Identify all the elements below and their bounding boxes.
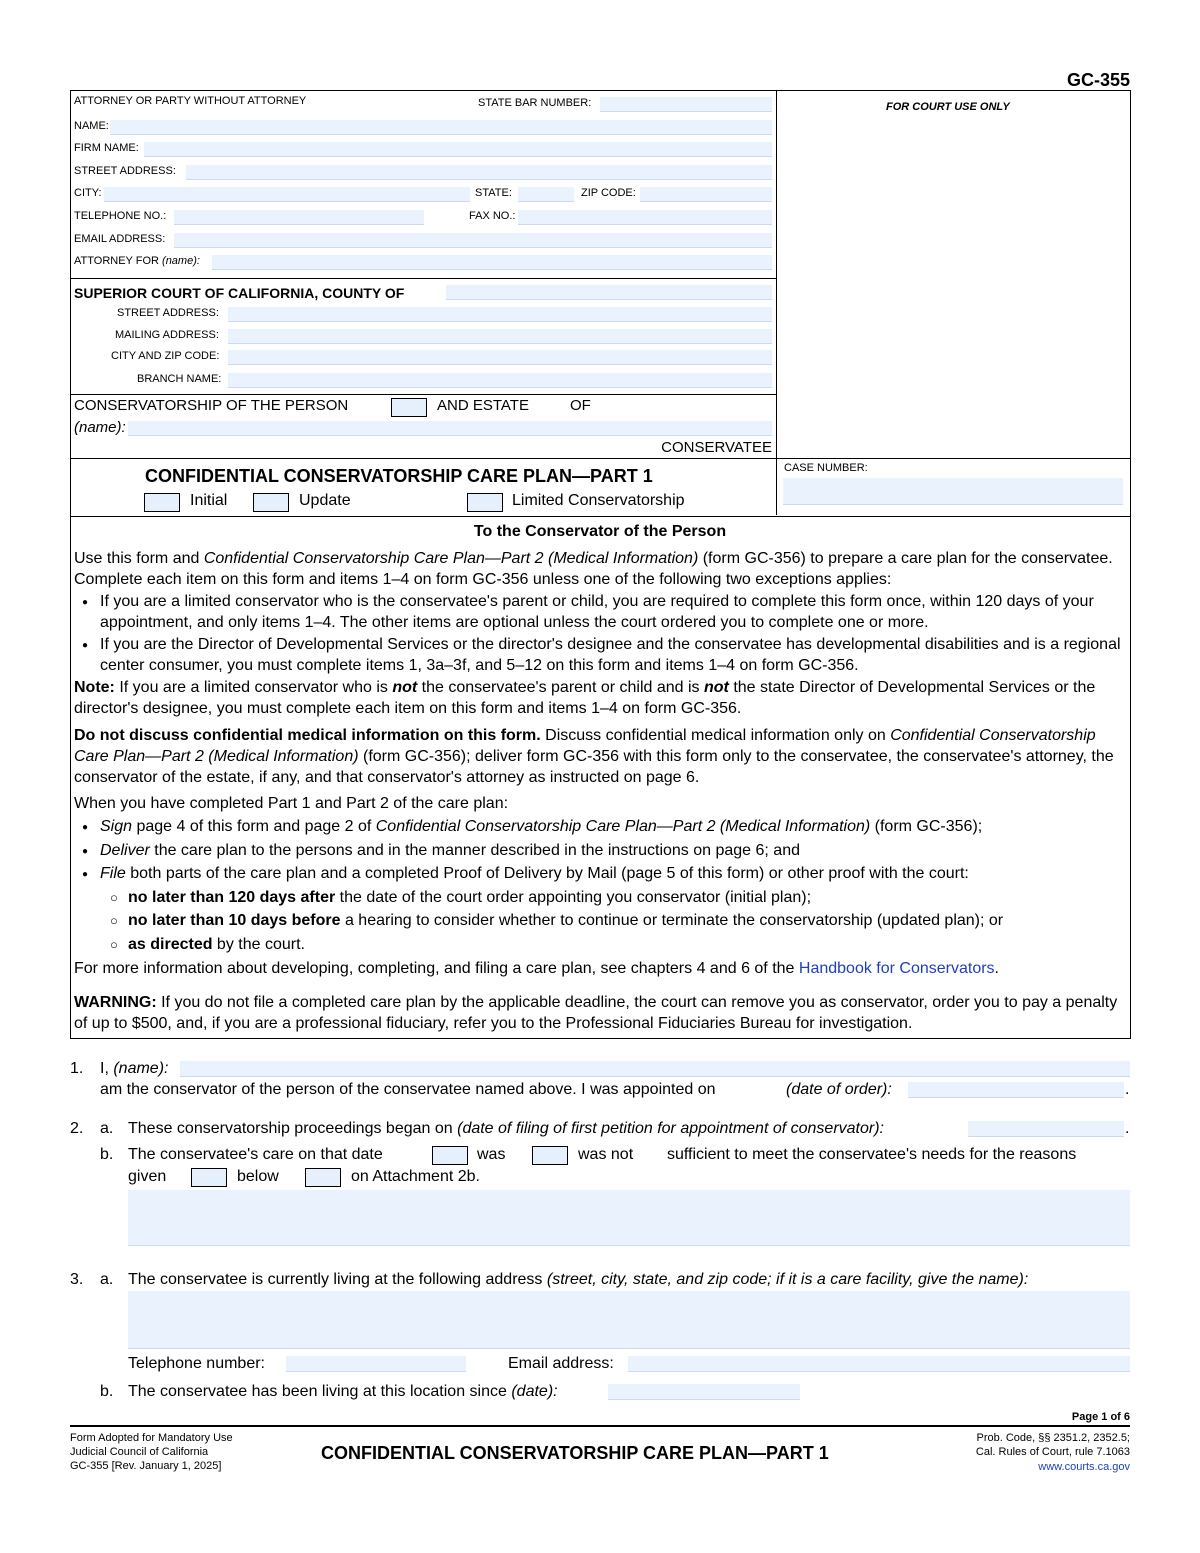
exception-bullet-1: ● If you are a limited conservator who is the conservatee's parent or child, you are required to complete this form once, within 120 days of your appointment, and only items 1–4. The other items are optional unless the court ordered you to complete one or more. — [100, 591, 1125, 633]
form-number: GC-355 — [1066, 70, 1130, 90]
tel-field[interactable] — [174, 210, 424, 225]
conservator-name-field[interactable] — [180, 1061, 1130, 1077]
city-field[interactable] — [104, 187, 470, 202]
initial-label: Initial — [190, 492, 228, 509]
was-not-label: was not — [578, 1146, 634, 1163]
court-title: SUPERIOR COURT OF CALIFORNIA, COUNTY OF — [74, 285, 405, 301]
item-3b-letter: b. — [100, 1383, 114, 1400]
court-branch-field[interactable] — [228, 373, 772, 388]
when-completed-text: When you have completed Part 1 and Part 2 of the care plan: — [74, 795, 509, 812]
tel-label: TELEPHONE NO.: — [74, 210, 167, 222]
item-2a-letter: a. — [100, 1120, 114, 1137]
was-not-checkbox[interactable] — [532, 1146, 568, 1165]
item-2b-text: The conservatee's care on that date — [128, 1146, 383, 1163]
deadline-item-3: ○ as directed by the court. — [128, 934, 1128, 955]
firm-label: FIRM NAME: — [74, 142, 139, 154]
telephone-field[interactable] — [286, 1356, 466, 1372]
court-street-label: STREET ADDRESS: — [117, 307, 219, 319]
deadline-item-1: ○ no later than 120 days after the date of the court order appointing you conservator (initial plan); — [128, 887, 1128, 908]
street-label: STREET ADDRESS: — [74, 165, 176, 177]
sign-bullet: ● Sign page 4 of this form and page 2 of Confidential Conservatorship Care Plan—Part 2 (Medical Information) (form GC-356); — [100, 816, 1125, 837]
attorney-label: ATTORNEY OR PARTY WITHOUT ATTORNEY — [74, 95, 307, 107]
given-text: given — [128, 1168, 167, 1185]
deliver-bullet: ● Deliver the care plan to the persons and in the manner described in the instructions on page 6; and — [100, 840, 1125, 861]
item-1-appointed-text: am the conservator of the person of the conservatee named above. I was appointed on — [100, 1081, 716, 1098]
county-field[interactable] — [446, 285, 772, 300]
name-label: NAME: — [74, 120, 109, 132]
limited-label: Limited Conservatorship — [512, 492, 685, 509]
item-3-number: 3. — [70, 1271, 84, 1288]
attorney-for-label: ATTORNEY FOR (name): — [74, 255, 200, 267]
footer-title: CONFIDENTIAL CONSERVATORSHIP CARE PLAN—PART 1 — [321, 1443, 829, 1463]
court-mailing-field[interactable] — [228, 329, 772, 344]
instructions-intro: Use this form and Confidential Conservatorship Care Plan—Part 2 (Medical Information) (form GC-356) to prepare a care plan for the conservatee. Complete each item on this form and items 1–4 on form GC-356 unless one of the following two exceptions applies: — [74, 550, 1113, 588]
fax-label: FAX NO.: — [469, 210, 516, 222]
living-since-field[interactable] — [608, 1384, 800, 1400]
file-bullet: ● File both parts of the care plan and a completed Proof of Delivery by Mail (page 5 of this form) or other proof with the court: — [100, 863, 1125, 884]
item-2-number: 2. — [70, 1120, 84, 1137]
email-address-field[interactable] — [628, 1356, 1130, 1372]
below-checkbox[interactable] — [191, 1168, 227, 1187]
street-field[interactable] — [186, 165, 772, 180]
below-label: below — [237, 1168, 279, 1185]
attorney-for-field[interactable] — [212, 255, 772, 270]
item-2a-period: . — [1125, 1120, 1130, 1137]
court-city-label: CITY AND ZIP CODE: — [111, 350, 220, 362]
item-3b-text: The conservatee has been living at this location since (date): — [128, 1383, 558, 1400]
exception-bullet-2: ● If you are the Director of Developmental Services or the director's designee and the conservatee has developmental disabilities and is a regional center consumer, you must complete items 1, 3a–3f, and 5–12 on this form and items 1–4 on form GC-356. — [100, 634, 1125, 676]
and-estate-checkbox[interactable] — [391, 398, 427, 417]
handbook-link[interactable]: Handbook for Conservators — [798, 960, 995, 977]
email-address-label: Email address: — [508, 1355, 614, 1372]
attachment-checkbox[interactable] — [305, 1168, 341, 1187]
limited-checkbox[interactable] — [467, 493, 503, 512]
footer-adopted-3: GC-355 [Rev. January 1, 2025] — [70, 1460, 222, 1472]
was-label: was — [477, 1146, 506, 1163]
page-number: Page 1 of 6 — [1071, 1411, 1130, 1423]
date-of-order-label: (date of order): — [786, 1081, 892, 1098]
plan-title: CONFIDENTIAL CONSERVATORSHIP CARE PLAN—PART 1 — [145, 466, 653, 486]
footer-rule — [70, 1425, 1130, 1427]
court-mailing-label: MAILING ADDRESS: — [115, 329, 219, 341]
initial-checkbox[interactable] — [144, 493, 180, 512]
update-label: Update — [299, 492, 351, 509]
footer-adopted-2: Judicial Council of California — [70, 1446, 209, 1458]
date-of-order-field[interactable] — [908, 1082, 1124, 1098]
do-not-discuss-paragraph: Do not discuss confidential medical information on this form. Discuss confidential medical information only on Confidential Conservatorship Care Plan—Part 2 (Medical Information) (form GC-356); deliver form GC-356 with this form only to the conservatee, the conservatee's attorney, the conservator of the estate, if any, and that conservator's attorney as instructed on page 6. — [74, 727, 1114, 786]
sufficient-text: sufficient to meet the conservatee's needs for the reasons — [667, 1146, 1077, 1163]
state-bar-label: STATE BAR NUMBER: — [478, 97, 592, 109]
conservatee-name-label: (name): — [74, 419, 126, 436]
attachment-label: on Attachment 2b. — [351, 1168, 480, 1185]
conservatee-label: CONSERVATEE — [661, 439, 772, 456]
zip-field[interactable] — [640, 187, 772, 202]
email-field[interactable] — [174, 233, 772, 248]
reasons-textarea[interactable] — [128, 1190, 1130, 1246]
case-number-field[interactable] — [783, 478, 1123, 505]
footer-code-2: Cal. Rules of Court, rule 7.1063 — [975, 1446, 1130, 1458]
of-label: OF — [570, 397, 591, 414]
court-street-field[interactable] — [228, 307, 772, 322]
state-bar-field[interactable] — [600, 97, 772, 112]
footer-adopted-1: Form Adopted for Mandatory Use — [70, 1432, 233, 1444]
zip-label: ZIP CODE: — [581, 187, 636, 199]
more-info-paragraph: For more information about developing, completing, and filing a care plan, see chapters 4 and 6 of the Handbook for Conservators. — [74, 960, 999, 977]
item-1-text: I, (name): — [100, 1060, 169, 1077]
instructions-heading: To the Conservator of the Person — [473, 523, 727, 540]
header-divider — [776, 90, 777, 515]
state-field[interactable] — [518, 187, 574, 202]
was-checkbox[interactable] — [432, 1146, 468, 1165]
court-city-field[interactable] — [228, 350, 772, 365]
item-1-number: 1. — [70, 1060, 84, 1077]
and-estate-label: AND ESTATE — [437, 397, 529, 414]
email-label: EMAIL ADDRESS: — [74, 233, 166, 245]
name-field[interactable] — [110, 120, 772, 135]
state-label: STATE: — [475, 187, 512, 199]
conservatee-name-field[interactable] — [128, 421, 772, 436]
conservatorship-label: CONSERVATORSHIP OF THE PERSON — [74, 397, 349, 414]
item-2b-letter: b. — [100, 1146, 114, 1163]
petition-date-field[interactable] — [968, 1121, 1124, 1137]
court-branch-label: BRANCH NAME: — [137, 373, 222, 385]
city-label: CITY: — [74, 187, 102, 199]
case-number-label: CASE NUMBER: — [784, 462, 868, 474]
footer-code-1: Prob. Code, §§ 2351.2, 2352.5; — [976, 1432, 1130, 1444]
item-1-period: . — [1125, 1081, 1130, 1098]
address-textarea[interactable] — [128, 1291, 1130, 1349]
item-3a-text: The conservatee is currently living at the following address (street, city, state, and zip code; if it is a care facility, give the name): — [128, 1271, 1029, 1288]
item-2a-text: These conservatorship proceedings began on (date of filing of first petition for appointment of conservator): — [128, 1120, 884, 1137]
footer-website-link[interactable]: www.courts.ca.gov — [1038, 1461, 1130, 1473]
fax-field[interactable] — [518, 210, 772, 225]
court-use-label: FOR COURT USE ONLY — [886, 101, 1010, 113]
firm-field[interactable] — [144, 142, 772, 157]
item-3a-letter: a. — [100, 1271, 114, 1288]
warning-paragraph: WARNING: If you do not file a completed care plan by the applicable deadline, the court can remove you as conservator, order you to pay a penalty of up to $500, and, if you are a professional fiduciary, refer you to the Professional Fiduciaries Bureau for investigation. — [74, 994, 1118, 1032]
note-paragraph: Note: If you are a limited conservator who is not the conservatee's parent or child and is not the state Director of Developmental Services or the director's designee, you must complete each item on this form and items 1–4 on form GC-356. — [74, 679, 1096, 717]
deadline-item-2: ○ no later than 10 days before a hearing to consider whether to continue or terminate the conservatorship (updated plan); or — [128, 910, 1128, 931]
telephone-label: Telephone number: — [128, 1355, 265, 1372]
update-checkbox[interactable] — [253, 493, 289, 512]
